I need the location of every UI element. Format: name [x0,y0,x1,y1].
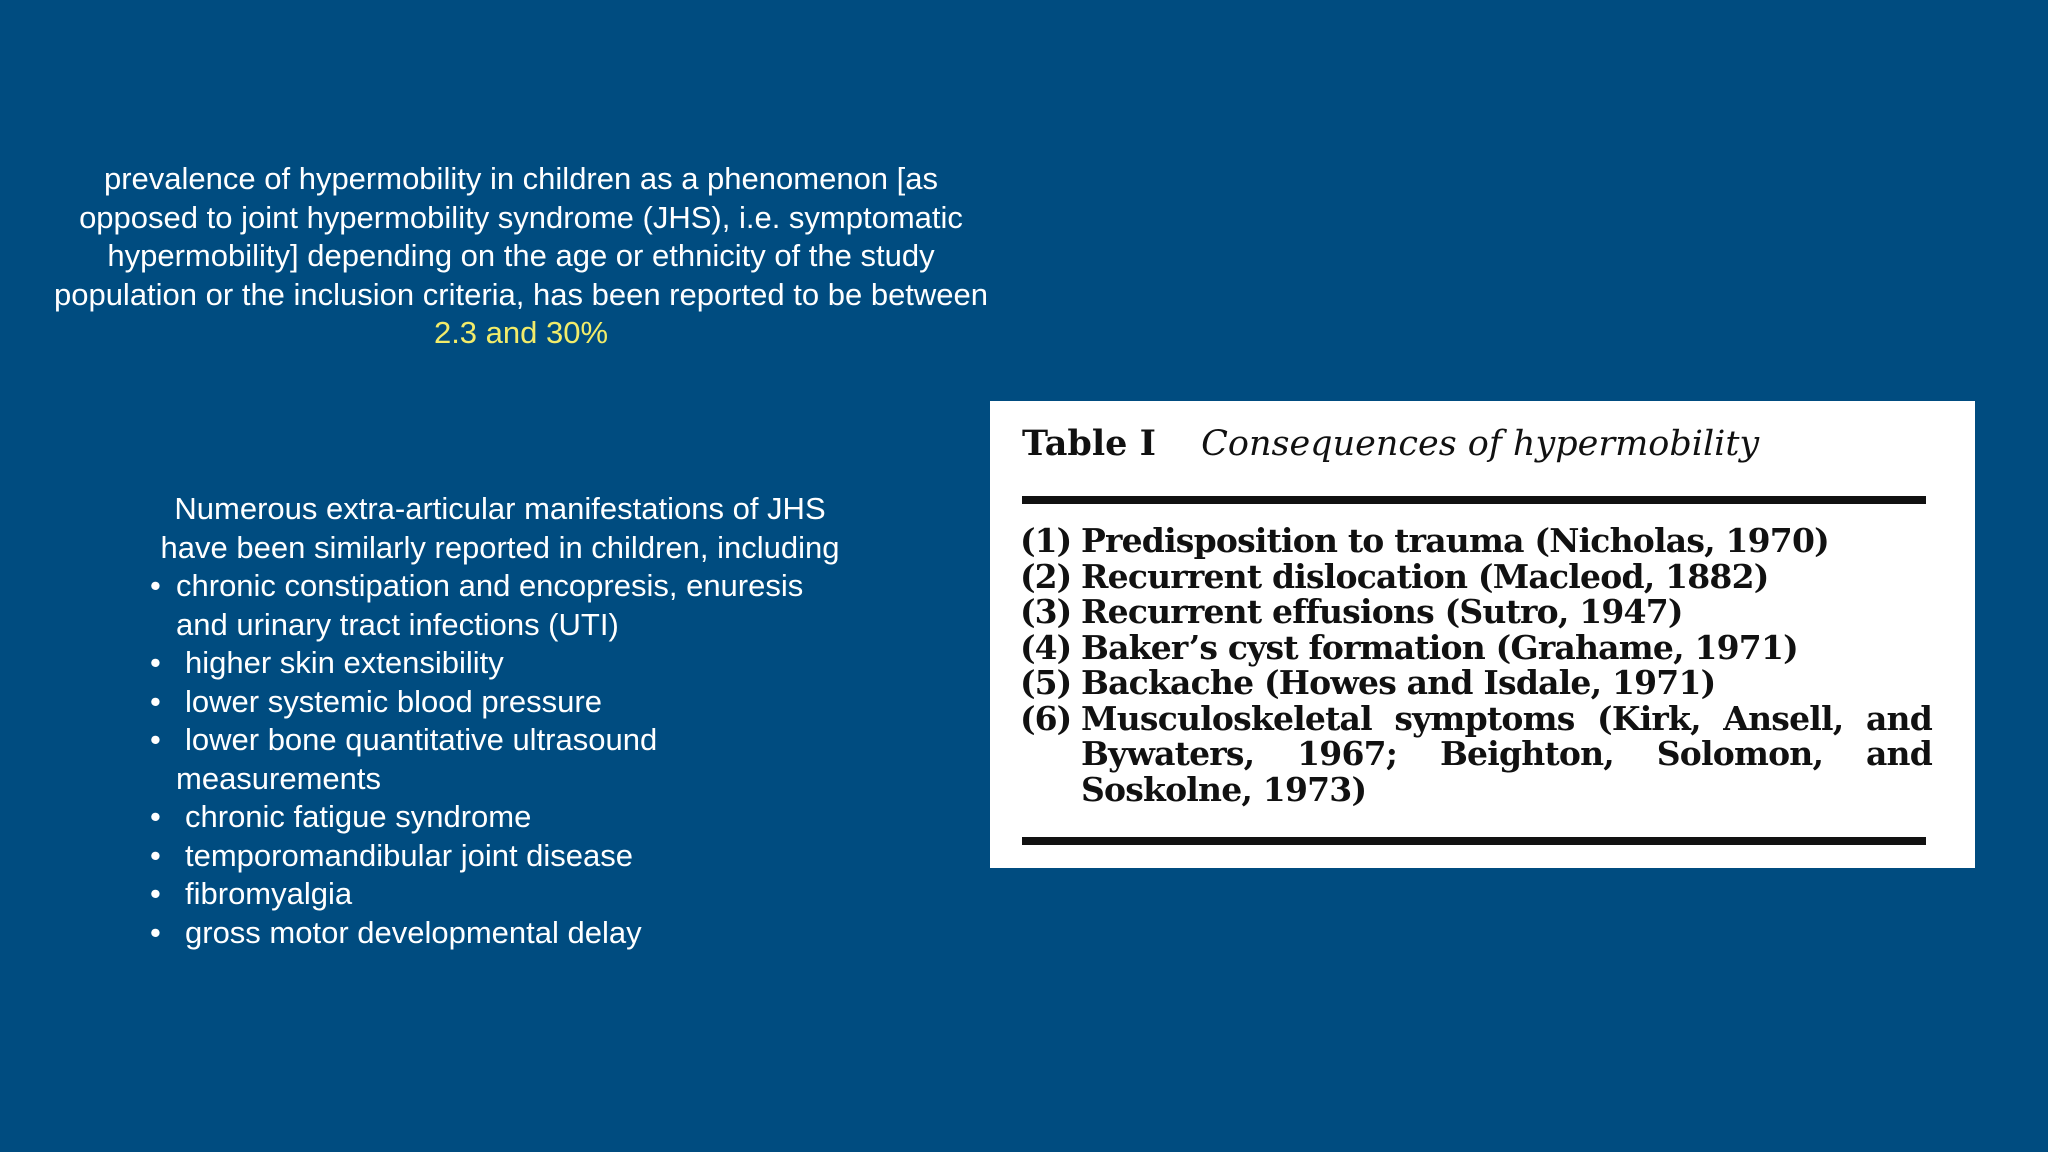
table-row-number: (1) [1020,521,1072,560]
table-row-number: (2) [1020,556,1072,596]
table-row-text: Backache (Howes and Isdale, 1971) [1081,663,1716,702]
table-heading [1022,423,1759,464]
table-row-number: (5) [1020,663,1072,702]
table-row-text: Recurrent effusions (Sutro, 1947) [1081,592,1683,631]
table-row [1020,556,1932,596]
list-item [140,875,860,914]
table-row-text: Baker’s cyst formation (Grahame, 1971) [1081,627,1798,667]
prevalence-paragraph [52,160,990,353]
list-item [140,644,860,683]
table-row-text: Predisposition to trauma (Nicholas, 1970) [1081,521,1829,560]
list-item-text: • fibromyalgia [185,876,353,911]
table-row-text: Recurrent dislocation (Macleod, 1882) [1081,556,1769,596]
list-item-text: • lower bone quantitative ultrasound measurements [176,722,658,796]
list-item [140,567,860,644]
list-item-text: • chronic constipation and encopresis, enuresis and urinary tract infections (UTI) [176,568,804,642]
manifestations-section [140,490,860,952]
table-row-text: Musculoskeletal symptoms (Kirk, Ansell, and Bywaters, 1967; Beighton, Solomon, and Soskolne, 1973) [1081,698,1932,809]
list-item-text: • gross motor developmental delay [185,914,642,950]
list-item-text: • lower systemic blood pressure [185,683,602,719]
table-caption: Consequences of hypermobility [1201,424,1760,464]
table-bottom-rule [1022,837,1926,845]
table-row [1020,698,1932,809]
list-item [140,721,860,798]
table-row [1020,627,1932,667]
table-label: Table I [1022,423,1156,464]
manifestations-intro: Numerous extra-articular manifestations of JHS have been similarly reported in children, including [160,491,840,565]
table-top-rule [1022,496,1926,504]
table-row-number: (4) [1020,627,1072,667]
list-item [140,914,860,953]
list-item-text: • temporomandibular joint disease [185,837,634,873]
consequences-table-image [990,401,1975,868]
prevalence-text: prevalence of hypermobility in children as a phenomenon [as opposed to joint hypermobility syndrome (JHS), i.e. symptomatic hypermobility] depending on the age or ethnicity of the study population or the inclusion criteria, has been reported to be between [53,161,989,312]
table-row [1020,665,1932,701]
list-item-text: • higher skin extensibility [185,645,504,680]
list-item [140,798,860,837]
table-row [1020,523,1932,559]
table-row-number: (6) [1020,698,1072,738]
table-row-number: (3) [1020,592,1072,631]
manifestations-list [140,567,860,952]
prevalence-range-highlight: 2.3 and 30% [433,315,609,350]
list-item [140,683,860,722]
table-rows [1020,523,1932,807]
list-item-text: • chronic fatigue syndrome [185,799,532,834]
table-row [1020,594,1932,630]
list-item [140,837,860,876]
